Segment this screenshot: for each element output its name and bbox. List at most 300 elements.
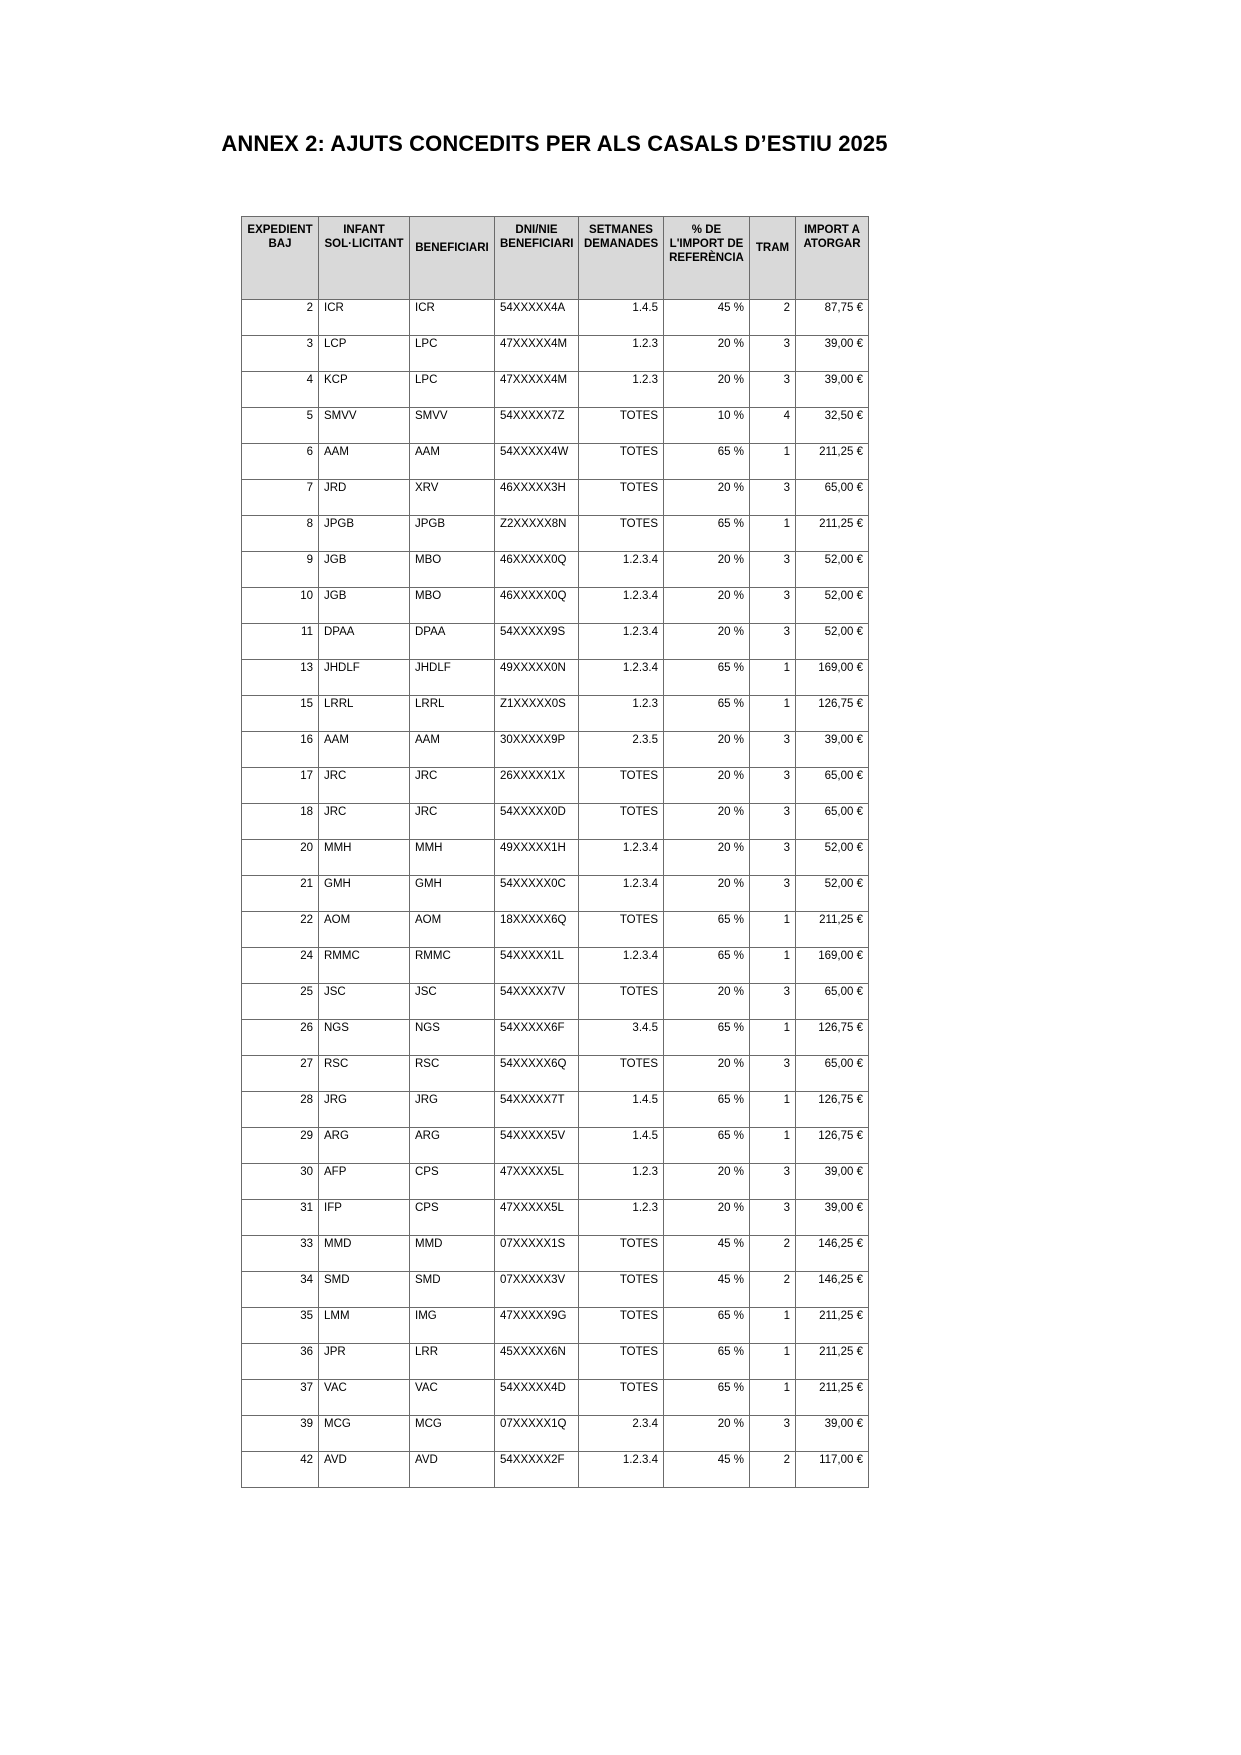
cell-tram: 3	[750, 624, 796, 660]
table-row	[242, 588, 869, 624]
cell-setmanes: TOTES	[579, 516, 664, 552]
cell-tram: 1	[750, 948, 796, 984]
cell-infant: DPAA	[319, 624, 410, 660]
cell-infant: NGS	[319, 1020, 410, 1056]
cell-dni-nie: 26XXXXX1X	[495, 768, 579, 804]
cell-setmanes: 1.4.5	[579, 300, 664, 336]
cell-infant: IFP	[319, 1200, 410, 1236]
cell-expedient: 25	[242, 984, 319, 1020]
cell-import: 39,00 €	[796, 336, 869, 372]
table-row	[242, 372, 869, 408]
cell-dni-nie: 54XXXXX4D	[495, 1380, 579, 1416]
cell-percentatge: 45 %	[664, 1236, 750, 1272]
cell-import: 39,00 €	[796, 732, 869, 768]
cell-import: 65,00 €	[796, 480, 869, 516]
cell-dni-nie: Z2XXXXX8N	[495, 516, 579, 552]
cell-setmanes: 1.2.3.4	[579, 588, 664, 624]
cell-dni-nie: 54XXXXX7T	[495, 1092, 579, 1128]
cell-setmanes: TOTES	[579, 480, 664, 516]
cell-tram: 2	[750, 1236, 796, 1272]
cell-tram: 2	[750, 1452, 796, 1488]
cell-setmanes: TOTES	[579, 1380, 664, 1416]
cell-beneficiari: MMH	[410, 840, 495, 876]
cell-import: 211,25 €	[796, 516, 869, 552]
cell-import: 65,00 €	[796, 984, 869, 1020]
column-header-line: ATORGAR	[803, 238, 861, 250]
cell-percentatge: 65 %	[664, 948, 750, 984]
cell-beneficiari: LRRL	[410, 696, 495, 732]
cell-expedient: 42	[242, 1452, 319, 1488]
table-row	[242, 1416, 869, 1452]
cell-import: 39,00 €	[796, 1164, 869, 1200]
cell-infant: JPGB	[319, 516, 410, 552]
cell-expedient: 20	[242, 840, 319, 876]
cell-percentatge: 65 %	[664, 696, 750, 732]
cell-tram: 3	[750, 768, 796, 804]
cell-import: 65,00 €	[796, 768, 869, 804]
cell-dni-nie: 46XXXXX3H	[495, 480, 579, 516]
cell-beneficiari: MBO	[410, 552, 495, 588]
cell-setmanes: TOTES	[579, 1056, 664, 1092]
cell-expedient: 18	[242, 804, 319, 840]
cell-infant: SMVV	[319, 408, 410, 444]
cell-beneficiari: NGS	[410, 1020, 495, 1056]
cell-tram: 3	[750, 804, 796, 840]
cell-import: 39,00 €	[796, 1200, 869, 1236]
cell-beneficiari: SMVV	[410, 408, 495, 444]
cell-dni-nie: 30XXXXX9P	[495, 732, 579, 768]
table-row	[242, 1452, 869, 1488]
cell-dni-nie: 54XXXXX9S	[495, 624, 579, 660]
cell-beneficiari: AVD	[410, 1452, 495, 1488]
table-row	[242, 804, 869, 840]
cell-dni-nie: 54XXXXX4W	[495, 444, 579, 480]
cell-beneficiari: LRR	[410, 1344, 495, 1380]
cell-tram: 3	[750, 552, 796, 588]
column-header-line: IMPORT A	[804, 224, 860, 236]
column-header-line: BAJ	[268, 238, 292, 250]
table-row	[242, 912, 869, 948]
cell-dni-nie: 07XXXXX1S	[495, 1236, 579, 1272]
cell-beneficiari: XRV	[410, 480, 495, 516]
cell-tram: 1	[750, 1344, 796, 1380]
cell-percentatge: 65 %	[664, 1020, 750, 1056]
cell-setmanes: TOTES	[579, 768, 664, 804]
cell-setmanes: 1.2.3	[579, 1200, 664, 1236]
cell-infant: ICR	[319, 300, 410, 336]
cell-tram: 3	[750, 588, 796, 624]
cell-setmanes: 1.2.3	[579, 696, 664, 732]
cell-setmanes: TOTES	[579, 1236, 664, 1272]
cell-tram: 3	[750, 336, 796, 372]
table-row	[242, 408, 869, 444]
cell-import: 126,75 €	[796, 696, 869, 732]
cell-tram: 3	[750, 876, 796, 912]
cell-percentatge: 20 %	[664, 984, 750, 1020]
cell-setmanes: TOTES	[579, 1308, 664, 1344]
cell-dni-nie: 49XXXXX1H	[495, 840, 579, 876]
cell-expedient: 13	[242, 660, 319, 696]
column-header-line: % DE	[691, 224, 722, 236]
cell-import: 126,75 €	[796, 1092, 869, 1128]
table-row	[242, 1020, 869, 1056]
cell-expedient: 27	[242, 1056, 319, 1092]
cell-beneficiari: ARG	[410, 1128, 495, 1164]
cell-beneficiari: DPAA	[410, 624, 495, 660]
cell-infant: LRRL	[319, 696, 410, 732]
table-header-row	[242, 217, 869, 300]
cell-dni-nie: 49XXXXX0N	[495, 660, 579, 696]
table-row	[242, 1272, 869, 1308]
table-row	[242, 732, 869, 768]
cell-setmanes: 3.4.5	[579, 1020, 664, 1056]
cell-beneficiari: CPS	[410, 1200, 495, 1236]
cell-import: 52,00 €	[796, 588, 869, 624]
cell-import: 169,00 €	[796, 660, 869, 696]
cell-import: 52,00 €	[796, 624, 869, 660]
cell-beneficiari: RMMC	[410, 948, 495, 984]
cell-beneficiari: JHDLF	[410, 660, 495, 696]
cell-expedient: 29	[242, 1128, 319, 1164]
cell-dni-nie: 54XXXXX4A	[495, 300, 579, 336]
cell-beneficiari: MMD	[410, 1236, 495, 1272]
cell-percentatge: 10 %	[664, 408, 750, 444]
cell-beneficiari: IMG	[410, 1308, 495, 1344]
cell-beneficiari: JPGB	[410, 516, 495, 552]
table-row	[242, 876, 869, 912]
cell-tram: 3	[750, 372, 796, 408]
cell-beneficiari: VAC	[410, 1380, 495, 1416]
cell-infant: RSC	[319, 1056, 410, 1092]
cell-import: 126,75 €	[796, 1020, 869, 1056]
cell-import: 52,00 €	[796, 840, 869, 876]
cell-percentatge: 20 %	[664, 336, 750, 372]
cell-setmanes: TOTES	[579, 804, 664, 840]
cell-import: 211,25 €	[796, 1344, 869, 1380]
cell-dni-nie: 46XXXXX0Q	[495, 588, 579, 624]
table-row	[242, 1380, 869, 1416]
cell-tram: 1	[750, 1092, 796, 1128]
column-header-infant	[319, 217, 410, 300]
cell-infant: AVD	[319, 1452, 410, 1488]
table-row	[242, 660, 869, 696]
cell-import: 39,00 €	[796, 1416, 869, 1452]
cell-infant: JSC	[319, 984, 410, 1020]
cell-import: 146,25 €	[796, 1236, 869, 1272]
cell-beneficiari: AAM	[410, 732, 495, 768]
column-header-percentatge	[664, 217, 750, 300]
table-row	[242, 984, 869, 1020]
cell-import: 65,00 €	[796, 1056, 869, 1092]
cell-dni-nie: 54XXXXX7Z	[495, 408, 579, 444]
cell-beneficiari: CPS	[410, 1164, 495, 1200]
cell-tram: 1	[750, 912, 796, 948]
cell-expedient: 26	[242, 1020, 319, 1056]
cell-percentatge: 65 %	[664, 912, 750, 948]
column-header-expedient	[242, 217, 319, 300]
cell-infant: AAM	[319, 732, 410, 768]
cell-expedient: 24	[242, 948, 319, 984]
cell-dni-nie: 47XXXXX5L	[495, 1200, 579, 1236]
cell-import: 52,00 €	[796, 552, 869, 588]
cell-expedient: 31	[242, 1200, 319, 1236]
cell-infant: JGB	[319, 588, 410, 624]
table-row	[242, 336, 869, 372]
cell-expedient: 9	[242, 552, 319, 588]
cell-percentatge: 20 %	[664, 552, 750, 588]
cell-beneficiari: LPC	[410, 372, 495, 408]
cell-dni-nie: 47XXXXX5L	[495, 1164, 579, 1200]
cell-tram: 3	[750, 732, 796, 768]
cell-expedient: 17	[242, 768, 319, 804]
cell-infant: JRG	[319, 1092, 410, 1128]
cell-dni-nie: 46XXXXX0Q	[495, 552, 579, 588]
table-row	[242, 1308, 869, 1344]
cell-percentatge: 20 %	[664, 768, 750, 804]
cell-setmanes: 1.4.5	[579, 1128, 664, 1164]
cell-beneficiari: JRG	[410, 1092, 495, 1128]
table-row	[242, 1128, 869, 1164]
cell-import: 117,00 €	[796, 1452, 869, 1488]
cell-beneficiari: MCG	[410, 1416, 495, 1452]
cell-tram: 1	[750, 660, 796, 696]
cell-setmanes: 1.2.3.4	[579, 948, 664, 984]
cell-percentatge: 65 %	[664, 1344, 750, 1380]
cell-setmanes: 1.2.3.4	[579, 840, 664, 876]
cell-dni-nie: 18XXXXX6Q	[495, 912, 579, 948]
cell-beneficiari: MBO	[410, 588, 495, 624]
cell-tram: 2	[750, 300, 796, 336]
cell-percentatge: 20 %	[664, 624, 750, 660]
cell-expedient: 37	[242, 1380, 319, 1416]
cell-percentatge: 20 %	[664, 840, 750, 876]
cell-setmanes: TOTES	[579, 984, 664, 1020]
cell-dni-nie: 54XXXXX7V	[495, 984, 579, 1020]
cell-setmanes: 1.4.5	[579, 1092, 664, 1128]
cell-infant: AAM	[319, 444, 410, 480]
cell-tram: 3	[750, 1416, 796, 1452]
cell-dni-nie: 54XXXXX0D	[495, 804, 579, 840]
cell-percentatge: 65 %	[664, 1308, 750, 1344]
cell-infant: SMD	[319, 1272, 410, 1308]
cell-infant: RMMC	[319, 948, 410, 984]
cell-expedient: 28	[242, 1092, 319, 1128]
cell-percentatge: 65 %	[664, 660, 750, 696]
cell-dni-nie: 54XXXXX5V	[495, 1128, 579, 1164]
cell-percentatge: 65 %	[664, 1092, 750, 1128]
cell-setmanes: 1.2.3	[579, 336, 664, 372]
cell-import: 211,25 €	[796, 444, 869, 480]
cell-tram: 3	[750, 840, 796, 876]
cell-percentatge: 45 %	[664, 1452, 750, 1488]
cell-infant: JRD	[319, 480, 410, 516]
cell-dni-nie: 45XXXXX6N	[495, 1344, 579, 1380]
table-row	[242, 768, 869, 804]
cell-infant: JGB	[319, 552, 410, 588]
cell-infant: JPR	[319, 1344, 410, 1380]
cell-import: 146,25 €	[796, 1272, 869, 1308]
cell-setmanes: 1.2.3.4	[579, 1452, 664, 1488]
cell-setmanes: TOTES	[579, 912, 664, 948]
column-header-line: SETMANES	[589, 224, 653, 236]
column-header-beneficiari	[410, 217, 495, 300]
cell-tram: 1	[750, 696, 796, 732]
cell-setmanes: TOTES	[579, 1272, 664, 1308]
cell-setmanes: 1.2.3	[579, 372, 664, 408]
cell-expedient: 22	[242, 912, 319, 948]
table-row	[242, 840, 869, 876]
cell-import: 39,00 €	[796, 372, 869, 408]
page-title: ANNEX 2: AJUTS CONCEDITS PER ALS CASALS D’ESTIU 2025	[221, 131, 888, 156]
cell-beneficiari: LPC	[410, 336, 495, 372]
cell-beneficiari: SMD	[410, 1272, 495, 1308]
column-header-line: L'IMPORT DE	[669, 238, 744, 250]
column-header-line: TRAM	[755, 242, 790, 254]
cell-setmanes: 1.2.3.4	[579, 876, 664, 912]
table-row	[242, 480, 869, 516]
cell-tram: 3	[750, 1200, 796, 1236]
cell-expedient: 4	[242, 372, 319, 408]
cell-percentatge: 20 %	[664, 1416, 750, 1452]
cell-percentatge: 20 %	[664, 1164, 750, 1200]
cell-setmanes: 1.2.3.4	[579, 552, 664, 588]
cell-infant: GMH	[319, 876, 410, 912]
cell-beneficiari: JSC	[410, 984, 495, 1020]
cell-infant: AOM	[319, 912, 410, 948]
cell-percentatge: 20 %	[664, 1056, 750, 1092]
cell-percentatge: 20 %	[664, 372, 750, 408]
cell-expedient: 10	[242, 588, 319, 624]
table-row	[242, 1164, 869, 1200]
cell-dni-nie: 47XXXXX9G	[495, 1308, 579, 1344]
table-row	[242, 1200, 869, 1236]
table-row	[242, 300, 869, 336]
cell-infant: JHDLF	[319, 660, 410, 696]
column-header-line: SOL·LICITANT	[324, 238, 404, 250]
grants-table	[241, 216, 869, 1488]
cell-import: 169,00 €	[796, 948, 869, 984]
cell-percentatge: 45 %	[664, 300, 750, 336]
cell-infant: VAC	[319, 1380, 410, 1416]
cell-percentatge: 65 %	[664, 1128, 750, 1164]
cell-dni-nie: 54XXXXX1L	[495, 948, 579, 984]
cell-dni-nie: 54XXXXX6Q	[495, 1056, 579, 1092]
cell-expedient: 34	[242, 1272, 319, 1308]
cell-beneficiari: AOM	[410, 912, 495, 948]
cell-import: 211,25 €	[796, 1380, 869, 1416]
cell-infant: LMM	[319, 1308, 410, 1344]
cell-expedient: 39	[242, 1416, 319, 1452]
cell-dni-nie: 54XXXXX0C	[495, 876, 579, 912]
cell-tram: 3	[750, 1056, 796, 1092]
table-row	[242, 444, 869, 480]
cell-dni-nie: 47XXXXX4M	[495, 372, 579, 408]
cell-expedient: 30	[242, 1164, 319, 1200]
cell-percentatge: 65 %	[664, 1380, 750, 1416]
cell-import: 126,75 €	[796, 1128, 869, 1164]
column-header-dni-nie	[495, 217, 579, 300]
cell-expedient: 7	[242, 480, 319, 516]
cell-percentatge: 20 %	[664, 480, 750, 516]
column-header-line: DEMANADES	[584, 238, 659, 250]
table-row	[242, 516, 869, 552]
cell-tram: 1	[750, 516, 796, 552]
cell-import: 211,25 €	[796, 1308, 869, 1344]
cell-expedient: 8	[242, 516, 319, 552]
cell-infant: JRC	[319, 804, 410, 840]
cell-percentatge: 20 %	[664, 804, 750, 840]
cell-dni-nie: Z1XXXXX0S	[495, 696, 579, 732]
cell-import: 32,50 €	[796, 408, 869, 444]
cell-setmanes: 1.2.3.4	[579, 660, 664, 696]
cell-tram: 4	[750, 408, 796, 444]
cell-infant: MMH	[319, 840, 410, 876]
table-row	[242, 1056, 869, 1092]
cell-setmanes: 2.3.4	[579, 1416, 664, 1452]
column-header-line: INFANT	[343, 224, 385, 236]
table-row	[242, 1344, 869, 1380]
column-header-line: DNI/NIE	[515, 224, 558, 236]
cell-tram: 3	[750, 1164, 796, 1200]
cell-tram: 1	[750, 444, 796, 480]
table-row	[242, 1092, 869, 1128]
cell-dni-nie: 54XXXXX6F	[495, 1020, 579, 1056]
cell-import: 87,75 €	[796, 300, 869, 336]
cell-expedient: 15	[242, 696, 319, 732]
cell-percentatge: 20 %	[664, 876, 750, 912]
cell-setmanes: 1.2.3.4	[579, 624, 664, 660]
cell-expedient: 6	[242, 444, 319, 480]
cell-infant: AFP	[319, 1164, 410, 1200]
cell-expedient: 35	[242, 1308, 319, 1344]
cell-setmanes: 2.3.5	[579, 732, 664, 768]
cell-infant: ARG	[319, 1128, 410, 1164]
cell-import: 52,00 €	[796, 876, 869, 912]
cell-expedient: 33	[242, 1236, 319, 1272]
cell-setmanes: TOTES	[579, 444, 664, 480]
cell-setmanes: TOTES	[579, 408, 664, 444]
cell-dni-nie: 07XXXXX3V	[495, 1272, 579, 1308]
cell-infant: KCP	[319, 372, 410, 408]
cell-percentatge: 45 %	[664, 1272, 750, 1308]
cell-beneficiari: JRC	[410, 768, 495, 804]
cell-tram: 3	[750, 984, 796, 1020]
column-header-setmanes	[579, 217, 664, 300]
cell-import: 211,25 €	[796, 912, 869, 948]
table-row	[242, 696, 869, 732]
cell-setmanes: TOTES	[579, 1344, 664, 1380]
column-header-line: EXPEDIENT	[247, 224, 313, 236]
cell-beneficiari: JRC	[410, 804, 495, 840]
cell-infant: LCP	[319, 336, 410, 372]
cell-expedient: 36	[242, 1344, 319, 1380]
cell-expedient: 16	[242, 732, 319, 768]
column-header-line: REFERÈNCIA	[669, 252, 744, 264]
cell-tram: 1	[750, 1308, 796, 1344]
cell-beneficiari: AAM	[410, 444, 495, 480]
cell-tram: 2	[750, 1272, 796, 1308]
cell-dni-nie: 07XXXXX1Q	[495, 1416, 579, 1452]
table-row	[242, 624, 869, 660]
cell-expedient: 2	[242, 300, 319, 336]
cell-beneficiari: GMH	[410, 876, 495, 912]
table-row	[242, 1236, 869, 1272]
cell-percentatge: 20 %	[664, 732, 750, 768]
column-header-tram	[750, 217, 796, 300]
cell-dni-nie: 54XXXXX2F	[495, 1452, 579, 1488]
cell-tram: 3	[750, 480, 796, 516]
cell-tram: 1	[750, 1128, 796, 1164]
